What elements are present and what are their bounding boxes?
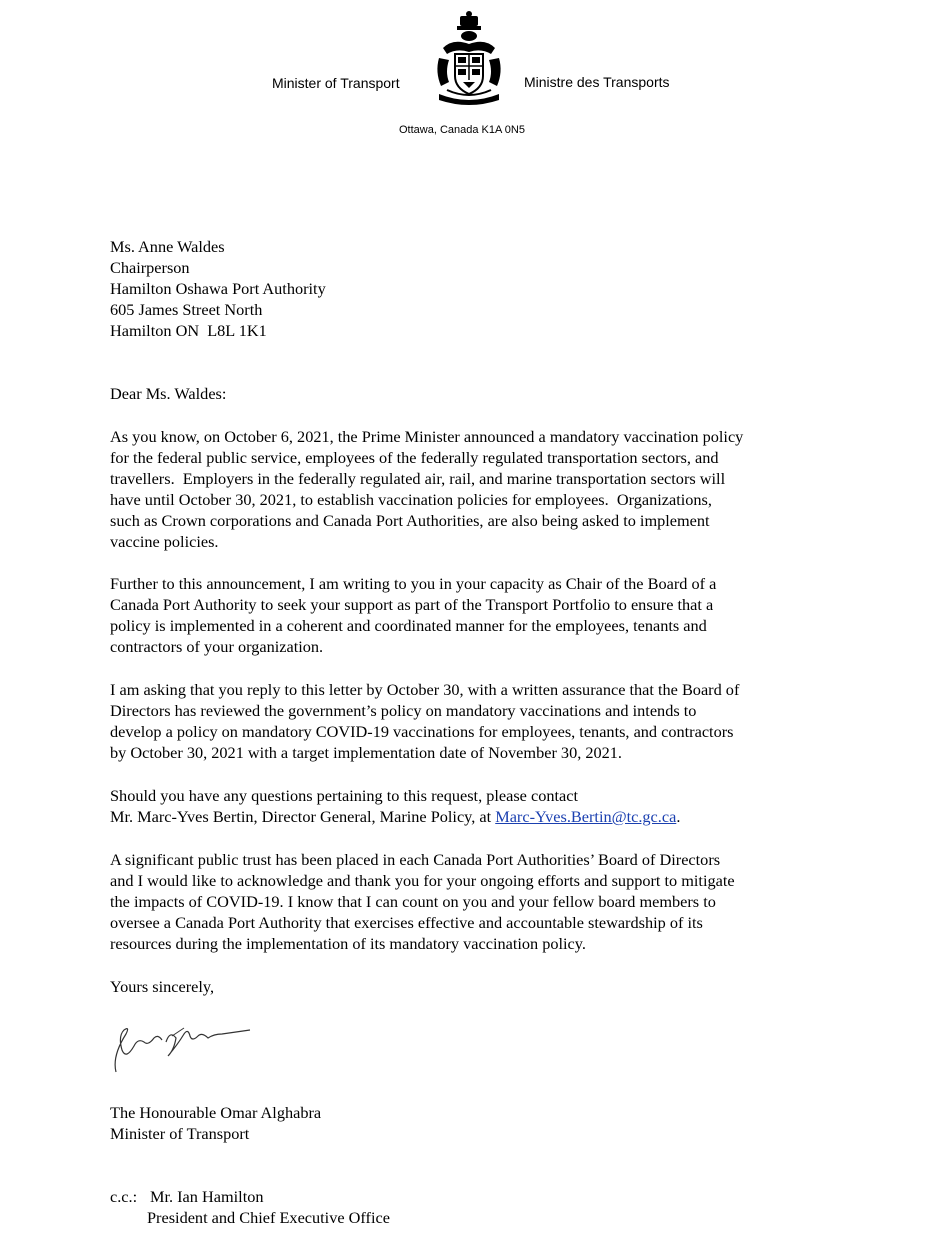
paragraph-line: develop a policy on mandatory COVID-19 vaccinations for employees, tenants, and contractors	[110, 722, 734, 741]
signature-image	[104, 1016, 254, 1076]
paragraph-line: the impacts of COVID-19. I know that I can count on you and your fellow board members to	[110, 892, 716, 911]
signatory-title: Minister of Transport	[110, 1124, 250, 1143]
paragraph-line: policy is implemented in a coherent and coordinated manner for the employees, tenants and	[110, 616, 707, 635]
contact-suffix: .	[676, 807, 681, 826]
letterhead-minister-fr: Ministre des Transports	[524, 74, 670, 90]
signatory-name: The Honourable Omar Alghabra	[110, 1103, 322, 1122]
closing: Yours sincerely,	[110, 977, 215, 996]
contact-email-link[interactable]: Marc-Yves.Bertin@tc.gc.ca	[495, 807, 677, 826]
paragraph-line: resources during the implementation of its mandatory vaccination policy.	[110, 934, 586, 953]
paragraph-line: A significant public trust has been placed in each Canada Port Authorities’ Board of Directors	[110, 850, 721, 869]
recipient-organization: Hamilton Oshawa Port Authority	[110, 279, 326, 298]
recipient-street: 605 James Street North	[110, 300, 263, 319]
paragraph-line: Directors has reviewed the government’s policy on mandatory vaccinations and intends to	[110, 701, 697, 720]
cc-title: President and Chief Executive Office	[147, 1208, 390, 1227]
paragraph-line: by October 30, 2021 with a target implementation date of November 30, 2021.	[110, 743, 622, 762]
paragraph-line: travellers. Employers in the federally regulated air, rail, and marine transportation sectors will	[110, 469, 726, 488]
paragraph-line: As you know, on October 6, 2021, the Prime Minister announced a mandatory vaccination policy	[110, 427, 744, 446]
cc-label: c.c.:	[110, 1187, 138, 1206]
salutation: Dear Ms. Waldes:	[110, 384, 227, 403]
contact-line	[110, 806, 680, 827]
paragraph-line: for the federal public service, employees of the federally regulated transportation sectors, and	[110, 448, 719, 467]
paragraph-line: Canada Port Authority to seek your support as part of the Transport Portfolio to ensure that a	[110, 595, 714, 614]
paragraph-line: have until October 30, 2021, to establish vaccination policies for employees. Organizations,	[110, 490, 712, 509]
paragraph-line: vaccine policies.	[110, 532, 219, 551]
paragraph-line: such as Crown corporations and Canada Port Authorities, are also being asked to implement	[110, 511, 710, 530]
contact-prefix: Mr. Marc-Yves Bertin, Director General, Marine Policy, at	[110, 807, 496, 826]
recipient-city: Hamilton ON L8L 1K1	[110, 321, 267, 340]
paragraph-line: I am asking that you reply to this letter by October 30, with a written assurance that the Board of	[110, 680, 740, 699]
paragraph-line: Further to this announcement, I am writing to you in your capacity as Chair of the Board of a	[110, 574, 717, 593]
paragraph-line: oversee a Canada Port Authority that exercises effective and accountable stewardship of its	[110, 913, 703, 932]
recipient-title: Chairperson	[110, 258, 190, 277]
paragraph-line: contractors of your organization.	[110, 637, 324, 656]
letterhead-address: Ottawa, Canada K1A 0N5	[399, 124, 525, 136]
paragraph-line: Should you have any questions pertaining to this request, please contact	[110, 786, 578, 805]
paragraph-line: and I would like to acknowledge and thank you for your ongoing efforts and support to mitigate	[110, 871, 735, 890]
letterhead-minister-en: Minister of Transport	[272, 75, 400, 91]
recipient-name: Ms. Anne Waldes	[110, 237, 225, 256]
cc-name: Mr. Ian Hamilton	[150, 1187, 264, 1206]
coat-of-arms-icon	[433, 10, 505, 110]
